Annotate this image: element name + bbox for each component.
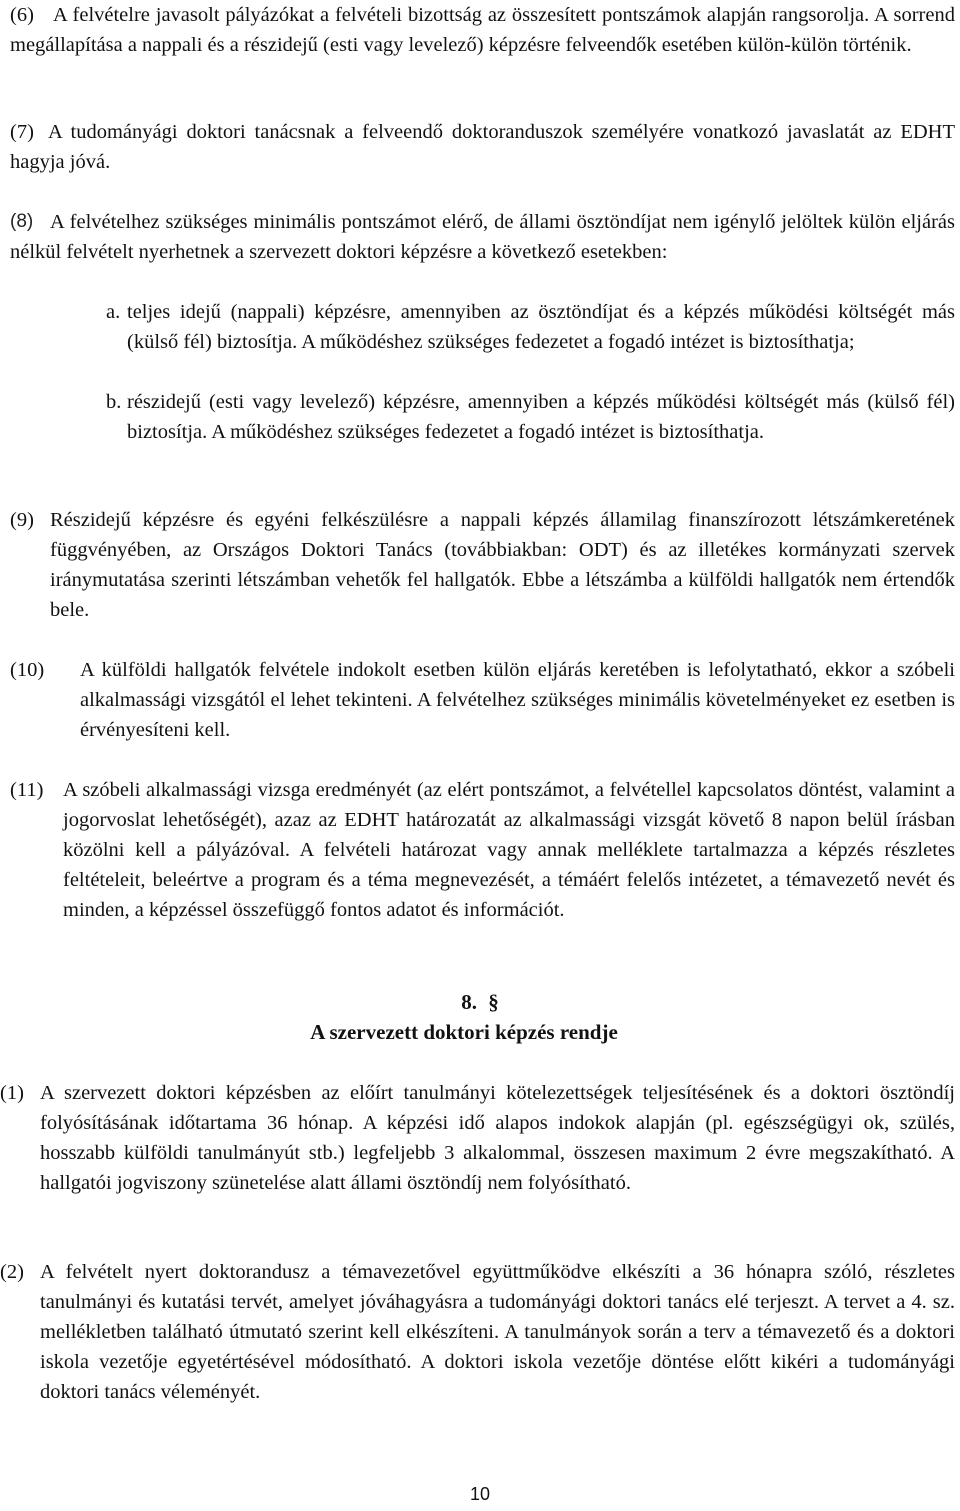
section-number-text: 8.: [461, 990, 477, 1014]
paragraph-6-number: (6): [10, 4, 34, 26]
section-paragraph-1: [0, 1078, 955, 1198]
item-b-text: részidejű (esti vagy levelező) képzésre, amennyiben a képzés működési költségét más (külső fél) biztosítja. A működéshez szükséges fedezetet a fogadó intézet is biztosíthatja.: [127, 391, 955, 443]
paragraph-7: [10, 117, 955, 177]
paragraph-8-item-b: [106, 387, 955, 447]
section-symbol: §: [488, 990, 499, 1014]
paragraph-9-number: (9): [10, 509, 34, 531]
paragraph-10: [10, 655, 955, 745]
paragraph-8: [10, 207, 955, 267]
section-number: [0, 986, 960, 1018]
section-paragraph-2-number: (2): [0, 1261, 24, 1283]
paragraph-7-number: (7): [10, 121, 34, 143]
item-b-label: b.: [106, 391, 122, 413]
paragraph-6: [10, 0, 955, 60]
section-paragraph-2-text: A felvételt nyert doktorandusz a témavezetővel együttműködve elkészíti a 36 hónapra szóló, részletes tanulmányi és kutatási tervét, amelyet jóváhagyásra a tudományági doktori tanács elé terjeszt. A tervet a 4. sz. mellékletben található útmutató szerint kell elkészíteni. A tanulmányok során a terv a témavezető és a doktori iskola vezetője egyetértésével módosítható. A doktori iskola vezetője döntése előtt kikéri a tudományági doktori tanács véleményét.: [40, 1261, 955, 1403]
paragraph-9-text: Részidejű képzésre és egyéni felkészülésre a nappali képzés államilag finanszírozott létszámkeretének függvényében, az Országos Doktori Tanács (továbbiakban: ODT) és az illetékes kormányzati szervek iránymutatása szerinti létszámban vehetők fel hallgatók. Ebbe a létszámba a külföldi hallgatók nem értendők bele.: [50, 509, 955, 621]
item-a-label: a.: [106, 301, 121, 323]
section-paragraph-2: [0, 1257, 955, 1407]
paragraph-8-item-a: [106, 297, 955, 357]
section-title: A szervezett doktori képzés rendje: [310, 1020, 618, 1044]
paragraph-11-text: A szóbeli alkalmassági vizsga eredményét (az elért pontszámot, a felvétellel kapcsolatos döntést, valamint a jogorvoslat lehetőségét), azaz az EDHT határozatát az alkalmassági vizsgát követő 8 napon belül írásban közölni kell a pályázóval. A felvételi határozat vagy annak melléklete tartalmazza a képzés részletes feltételeit, beleértve a program és a téma megnevezését, a témáért felelős intézetet, a témavezető nevét és minden, a képzéssel összefüggő fontos adatot és információt.: [63, 779, 955, 921]
paragraph-7-text: A tudományági doktori tanácsnak a felveendő doktoranduszok személyére vonatkozó javaslatát az EDHT hagyja jóvá.: [10, 121, 955, 173]
paragraph-11-number: (11): [10, 779, 44, 801]
paragraph-10-number: (10): [10, 659, 45, 681]
paragraph-6-text: A felvételre javasolt pályázókat a felvételi bizottság az összesített pontszámok alapján rangsorolja. A sorrend megállapítása a nappali és a részidejű (esti vagy levelező) képzésre felveendők esetében külön-külön történik.: [10, 4, 955, 56]
section-paragraph-1-number: (1): [0, 1082, 24, 1104]
paragraph-11: [10, 775, 955, 925]
paragraph-8-number: (8): [10, 211, 34, 232]
paragraph-8-text: A felvételhez szükséges minimális pontszámot elérő, de állami ösztöndíjat nem igénylő jelöltek külön eljárás nélkül felvételt nyerhetnek a szervezett doktori képzésre a következő esetekben:: [10, 211, 955, 263]
paragraph-10-text: A külföldi hallgatók felvétele indokolt esetben külön eljárás keretében is lefolytatható, ekkor a szóbeli alkalmassági vizsgától el lehet tekinteni. A felvételhez szükséges minimális követelményeket ez esetben is érvényesíteni kell.: [80, 659, 955, 741]
page-number: 10: [469, 1484, 491, 1504]
paragraph-9: [10, 505, 955, 625]
section-paragraph-1-text: A szervezett doktori képzésben az előírt tanulmányi kötelezettségek teljesítésének és a doktori ösztöndíj folyósításának időtartama 36 hónap. A képzési idő alapos indokok alapján (pl. egészségügyi ok, szülés, hosszabb külföldi tanulmányút stb.) legfeljebb 3 alkalommal, összesen maximum 2 évre megszakítható. A hallgatói jogviszony szünetelése alatt állami ösztöndíj nem folyósítható.: [40, 1082, 955, 1194]
item-a-text: teljes idejű (nappali) képzésre, amennyiben az ösztöndíjat és a képzés működési költségét más (külső fél) biztosítja. A működéshez szükséges fedezetet a fogadó intézet is biztosíthatja;: [127, 301, 955, 353]
